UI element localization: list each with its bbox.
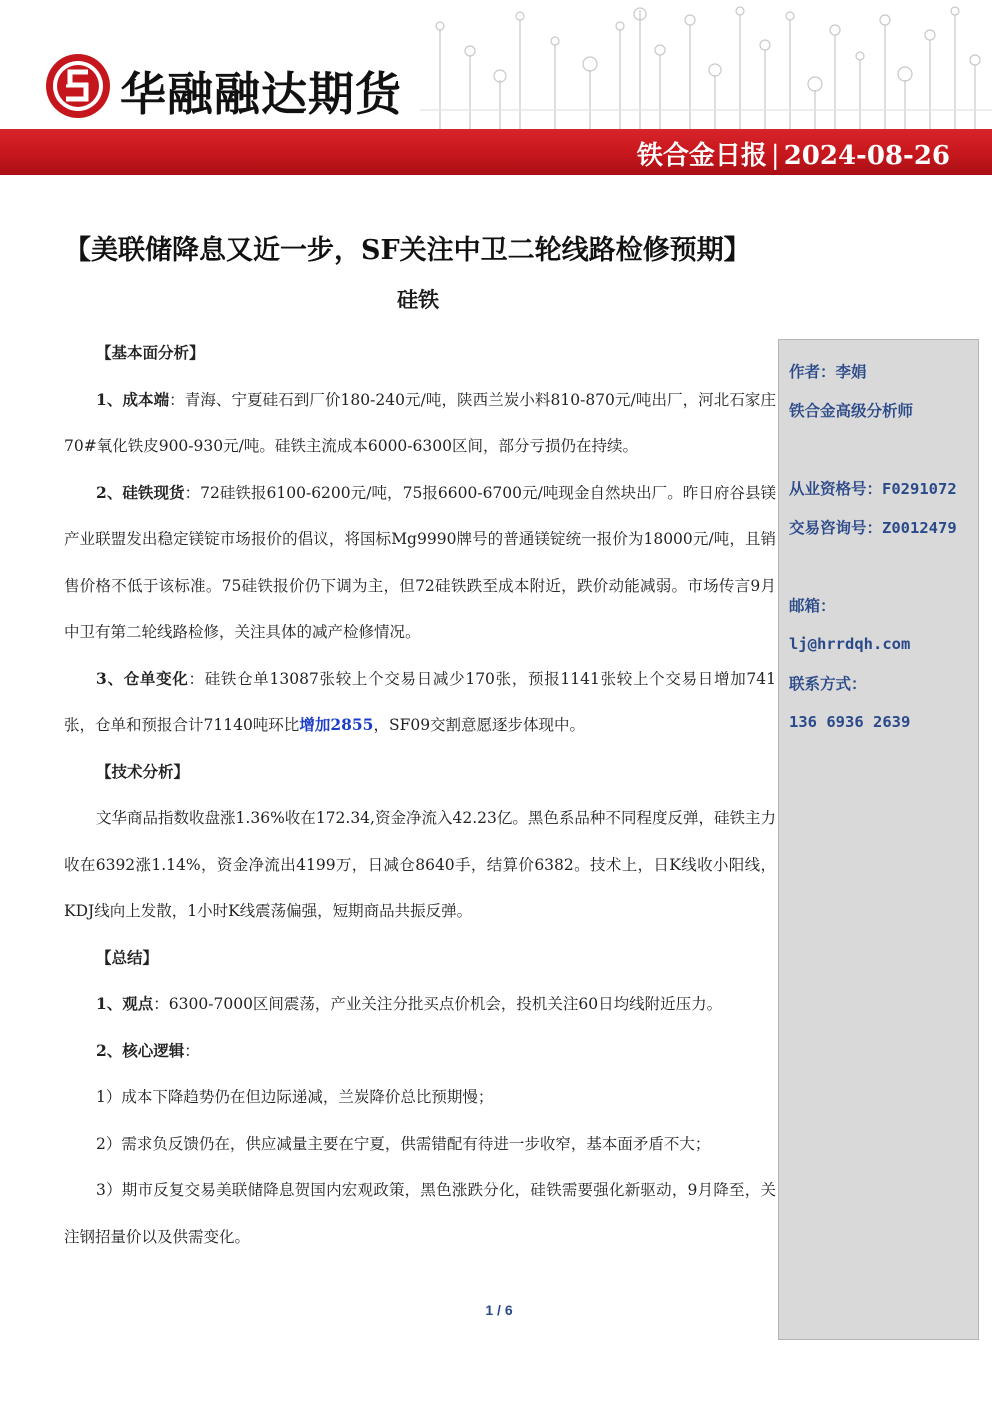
paragraph-technical: 文华商品指数收盘涨1.36%收在172.34,资金净流入42.23亿。黑色系品种不同程度反弹，硅铁主力收在6392涨1.14%，资金净流出4199万，日减仓8640手，结算价6382。技术上，日K线收小阳线，KDJ线向上发散，1小时K线震荡偏强，短期商品共振反弹。 [64,809,776,920]
report-banner-text: 铁合金日报 | 2024-08-26 [636,141,950,171]
paragraph-view [64,981,776,1028]
paragraph-label: 1、成本端 [96,389,170,409]
contact-label: 联系方式： [789,674,867,693]
paragraph-text: ，SF09交割意愿逐步体现中。 [373,716,586,734]
paragraph-text: ：6300-7000区间震荡，产业关注分批买点价机会，投机关注60日均线附近压力。 [153,995,723,1013]
paragraph-label: 2、核心逻辑 [96,1040,185,1060]
advisory-label: 交易咨询号： [789,518,883,537]
contact-value: 136 6936 2639 [789,713,911,731]
license-label: 从业资格号： [789,479,883,498]
author-sidebar [778,339,979,1340]
report-body [64,330,776,1260]
logic-item: 3）期市反复交易美联储降息贺国内宏观政策，黑色涨跌分化，硅铁需要强化新驱动，9月降至，关注钢招量价以及供需变化。 [64,1181,776,1246]
email-value[interactable]: lj@hrrdqh.com [789,635,911,653]
paragraph-text: ： [184,1041,200,1060]
paragraph-logic [64,1028,776,1075]
paragraph-spot [64,470,776,656]
paragraph-label: 3、仓单变化 [96,668,189,688]
email-label: 邮箱： [789,596,836,615]
author-name: 李娟 [835,362,867,381]
paragraph-text: ：青海、宁夏硅石到厂价180-240元/吨，陕西兰炭小料810-870元/吨出厂，河北石家庄70#氧化铁皮900-930元/吨。硅铁主流成本6000-6300区间，部分亏损仍在持续。 [64,390,776,455]
report-type: 铁合金日报 [636,141,767,171]
advisory-value: Z0012479 [882,519,957,537]
page-number: 1 / 6 [485,1302,513,1318]
section-heading-fundamental: 【基本面分析】 [96,343,205,362]
report-header [0,0,992,176]
paragraph-text: ：72硅铁报6100-6200元/吨，75报6600-6700元/吨现金自然块出厂。昨日府谷县镁产业联盟发出稳定镁锭市场报价的倡议，将国标Mg9990牌号的普通镁锭统一报价为18000元/吨，且销售价格不低于该标准。75硅铁报价仍下调为主，但72硅铁跌至成本附近，跌价动能减弱。市场传言9月中卫有第二轮线路检修，关注具体的减产检修情况。 [64,483,776,641]
section-heading-technical: 【技术分析】 [96,761,190,781]
author-title: 铁合金高级分析师 [789,401,914,420]
company-logo-icon [44,52,112,120]
report-title: 【美联储降息又近一步，SF关注中卫二轮线路检修预期】 [64,235,751,266]
paragraph-cost [64,377,776,470]
license-line [789,469,968,508]
logic-item: 1）成本下降趋势仍在但边际递减，兰炭降价总比预期慢； [96,1088,494,1106]
license-value: F0291072 [882,480,957,498]
spacer [789,547,968,586]
highlight-text: 增加2855 [299,715,374,734]
advisory-line [789,508,968,547]
paragraph-warehouse [64,656,776,749]
author-label: 作者： [789,362,836,381]
spacer [789,430,968,469]
company-name: 华融融达期货 [120,67,402,121]
section-heading-summary: 【总结】 [96,947,159,967]
paragraph-text: ：硅铁仓单13087张较上个交易日减少170张，预报1141张较上个交易日增加741张，仓单和预报合计71140吨环比 [64,669,776,734]
paragraph-label: 2、硅铁现货 [96,482,185,502]
paragraph-label: 1、观点 [96,994,154,1013]
report-banner [0,129,992,175]
author-line [789,352,968,391]
report-subtitle: 硅铁 [397,287,439,312]
report-date: 2024-08-26 [783,141,950,171]
logic-item: 2）需求负反馈仍在，供应减量主要在宁夏，供需错配有待进一步收窄，基本面矛盾不大； [96,1134,711,1153]
